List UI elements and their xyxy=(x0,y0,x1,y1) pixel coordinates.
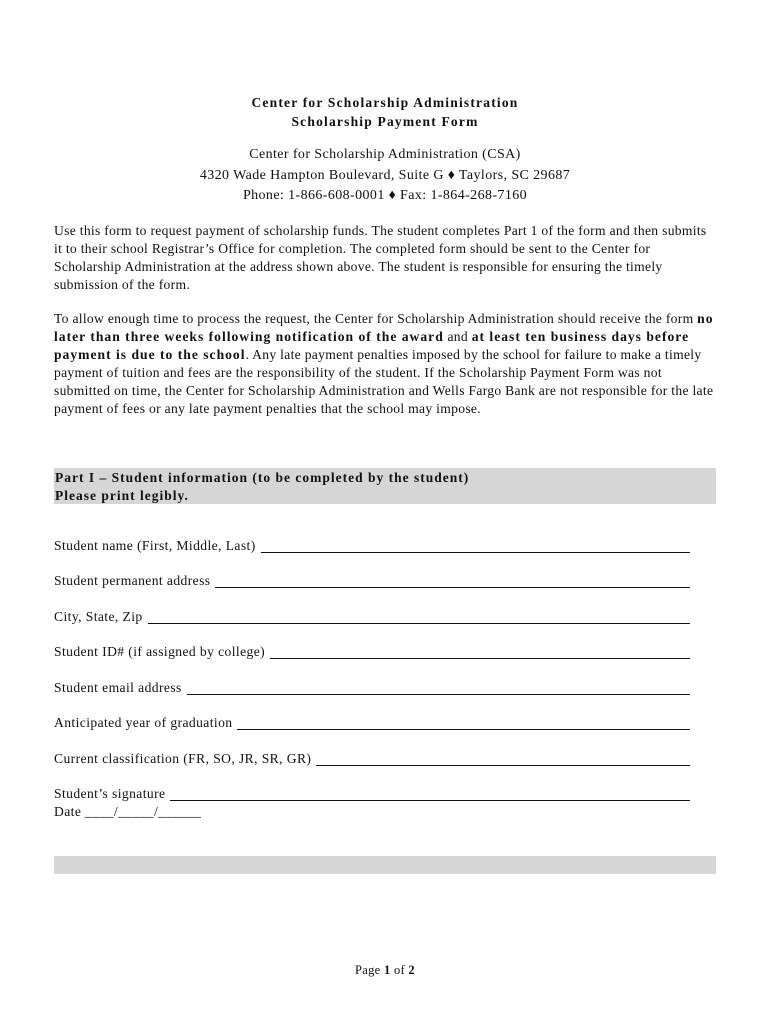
email-input-line[interactable] xyxy=(187,694,690,695)
date-field[interactable]: Date ____/_____/______ xyxy=(54,804,202,819)
signature-input-line[interactable] xyxy=(170,800,690,801)
page-current: 1 xyxy=(383,963,391,977)
paragraph2-and: and xyxy=(443,329,472,344)
student-name-input-line[interactable] xyxy=(261,552,690,553)
field-label: Student name (First, Middle, Last) xyxy=(54,537,256,553)
header-subtitle: Scholarship Payment Form xyxy=(291,114,479,129)
student-name-field xyxy=(54,520,690,556)
page-prefix: Page xyxy=(355,963,384,977)
classification-field xyxy=(54,733,690,769)
permanent-address-field xyxy=(54,556,690,592)
field-label: City, State, Zip xyxy=(54,608,143,624)
student-id-input-line[interactable] xyxy=(270,658,690,659)
paragraph2-end: . Any late payment penalties imposed by the school for failure to make a timely payment of tuition and fees are the responsibility of the student. If the Scholarship Payment Form was not submitted on time, the Center for Scholarship Administration and Wells Fargo Bank are not responsible for the late payment of fees or any late payment penalties that the school may impose. xyxy=(54,347,714,416)
field-label: Student permanent address xyxy=(54,573,211,588)
part1-subheading: Please print legibly. xyxy=(55,487,189,503)
graduation-year-input-line[interactable] xyxy=(237,729,690,730)
organization-name: Center for Scholarship Administration (CSA) xyxy=(249,147,521,162)
intro-paragraph-2 xyxy=(54,310,718,418)
permanent-address-input-line[interactable] xyxy=(215,587,690,588)
city-state-zip-input-line[interactable] xyxy=(148,623,690,624)
header-title: Center for Scholarship Administration xyxy=(251,95,519,110)
page-number xyxy=(0,963,770,978)
paragraph2-start: To allow enough time to process the request, the Center for Scholarship Administration should receive the form xyxy=(54,311,698,326)
organization-contact: Phone: 1-866-608-0001 ♦ Fax: 1-864-268-7160 xyxy=(242,188,528,203)
field-label: Student ID# (if assigned by college) xyxy=(54,644,266,659)
student-info-fields xyxy=(54,520,690,804)
form-header xyxy=(0,93,770,131)
city-state-zip-field xyxy=(54,591,690,627)
deadline-emphasis-2: at least ten business days before payment is due to the school xyxy=(54,329,690,362)
field-label: Current classification (FR, SO, JR, SR, GR) xyxy=(54,750,312,766)
section-divider-bar xyxy=(54,856,716,874)
field-label: Student’s signature xyxy=(54,786,166,801)
organization-address: 4320 Wade Hampton Boulevard, Suite G ♦ Taylors, SC 29687 xyxy=(199,167,571,183)
student-id-field xyxy=(54,627,690,663)
field-label: Anticipated year of graduation xyxy=(54,715,233,730)
field-label: Student email address xyxy=(54,679,182,695)
page-total: 2 xyxy=(408,963,415,977)
classification-input-line[interactable] xyxy=(316,765,690,766)
part1-heading: Part I – Student information (to be completed by the student) xyxy=(55,470,470,485)
page-of: of xyxy=(390,963,409,977)
deadline-emphasis-1: no later than three weeks following notification of the award xyxy=(54,311,714,344)
signature-field xyxy=(54,769,690,805)
intro-paragraph-1: Use this form to request payment of scholarship funds. The student completes Part 1 of the form and then submits it to their school Registrar’s Office for completion. The completed form should be sent to the Center for Scholarship Administration at the address shown above. The student is responsible for ensuring the timely submission of the form. xyxy=(54,223,707,292)
part1-header-bar xyxy=(54,468,716,504)
organization-info xyxy=(0,145,770,207)
graduation-year-field xyxy=(54,698,690,734)
email-field xyxy=(54,662,690,698)
